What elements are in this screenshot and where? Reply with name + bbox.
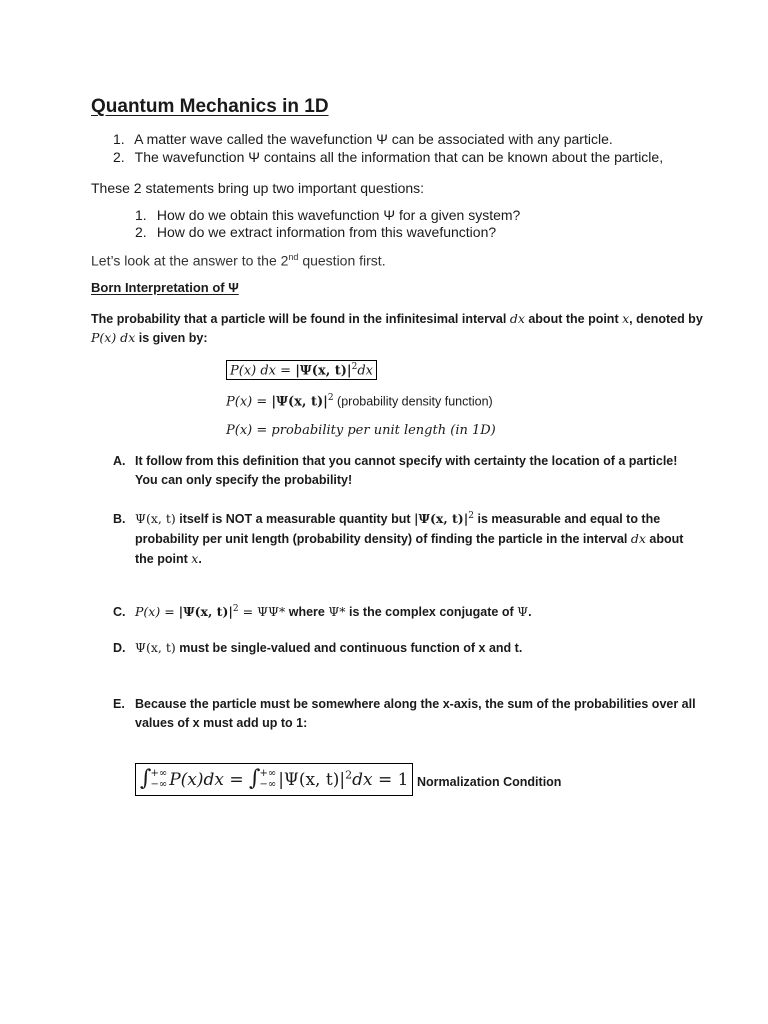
list-text: A matter wave called the wavefunction Ψ can be associated with any particle. xyxy=(134,131,613,147)
math: probability per unit length xyxy=(271,423,447,438)
math: 2 xyxy=(327,393,334,403)
math: = xyxy=(276,363,296,379)
text: Let’s look at the answer to the 2 xyxy=(91,252,289,269)
math: P(x) dx xyxy=(230,363,277,379)
text: , denoted by xyxy=(629,312,703,326)
item-letter: A. xyxy=(113,454,126,468)
text: must be single-valued and continuous function of x and t. xyxy=(175,641,523,655)
normalization-label: Normalization Condition xyxy=(417,775,562,789)
text: You can only specify the probability! xyxy=(135,473,353,487)
text: itself is NOT a measurable quantity but xyxy=(175,512,414,527)
math: = xyxy=(252,394,272,410)
lets-look-text xyxy=(91,252,386,269)
item-e xyxy=(113,695,696,733)
math: = ΨΨ* xyxy=(238,604,286,620)
math: = xyxy=(252,423,272,438)
math: |Ψ(x, t)| xyxy=(178,604,233,620)
list-number: 1. xyxy=(113,131,125,147)
prob-paragraph-line1 xyxy=(91,311,703,326)
lower-limit: −∞ xyxy=(150,778,168,790)
list-text: How do we extract information from this wavefunction? xyxy=(156,224,497,240)
text: is given by: xyxy=(135,331,208,345)
math: |Ψ(x, t)| xyxy=(414,511,469,527)
lower-limit: −∞ xyxy=(259,778,277,790)
text: . xyxy=(528,605,532,620)
text: It follow from this definition that you cannot specify with certainty the location of a particle! xyxy=(135,454,678,468)
text: is the complex conjugate of xyxy=(345,605,518,620)
list-number: 2. xyxy=(135,224,147,240)
math: 2 xyxy=(351,362,358,372)
item-letter: C. xyxy=(113,605,126,620)
math: P(x) xyxy=(135,604,161,620)
density-equation-box xyxy=(226,360,377,380)
math: = xyxy=(223,770,250,790)
item-d xyxy=(113,638,522,658)
intro-text: These 2 statements bring up two important questions: xyxy=(91,180,425,196)
item-a xyxy=(113,452,677,490)
page-title: Quantum Mechanics in 1D xyxy=(91,96,329,117)
born-heading: Born Interpretation of Ψ xyxy=(91,280,239,295)
text: question first. xyxy=(298,252,386,269)
text: about xyxy=(645,532,684,547)
list-item xyxy=(135,224,496,240)
integral xyxy=(140,766,169,791)
normalization-equation-box xyxy=(135,763,413,796)
integral-limits xyxy=(259,768,276,790)
math: dx xyxy=(352,770,373,790)
math: Ψ(x, t) xyxy=(135,511,176,527)
math: (in 1D) xyxy=(446,423,496,438)
upper-limit: +∞ xyxy=(150,767,168,779)
math: 2 xyxy=(232,604,239,614)
math: = 1 xyxy=(372,770,409,790)
text: about the point xyxy=(524,312,623,326)
text: The probability that a particle will be found in the infinitesimal interval xyxy=(91,312,510,326)
item-letter: B. xyxy=(113,512,126,527)
math: Ψ xyxy=(517,604,529,620)
math: P(x) dx xyxy=(91,330,136,345)
list-item xyxy=(113,149,663,165)
math: = xyxy=(160,604,179,620)
math: dx xyxy=(509,311,525,326)
text: where xyxy=(285,605,329,620)
math: dx xyxy=(357,363,374,379)
integral-sign: ∫ xyxy=(140,766,152,791)
integral xyxy=(249,766,278,791)
item-b xyxy=(113,507,683,569)
math: P(x) xyxy=(226,423,253,438)
density-function-line xyxy=(226,393,493,409)
item-c xyxy=(113,600,532,622)
math: 2 xyxy=(345,768,353,782)
math: Ψ(x, t) xyxy=(135,640,176,655)
text: probability per unit length (probability density) of finding the particle in the interval xyxy=(135,532,631,547)
upper-limit: +∞ xyxy=(259,767,277,779)
math: P(x) xyxy=(226,394,253,410)
text: (probability density function) xyxy=(333,394,493,409)
text: Because the particle must be somewhere along the x-axis, the sum of the probabilities over all xyxy=(135,697,696,711)
math: P(x)dx xyxy=(169,770,224,790)
math: |Ψ(x, t)| xyxy=(295,363,352,379)
integral-limits xyxy=(150,768,167,790)
item-letter: D. xyxy=(113,641,126,655)
list-text: The wavefunction Ψ contains all the information that can be known about the particle, xyxy=(134,149,664,165)
text: the point xyxy=(135,552,192,567)
unit-length-line xyxy=(226,422,496,438)
list-text: How do we obtain this wavefunction Ψ for a given system? xyxy=(156,207,521,223)
math: x xyxy=(622,311,630,326)
math: |Ψ(x, t)| xyxy=(278,770,346,790)
prob-paragraph-line2 xyxy=(91,330,208,345)
math: 2 xyxy=(468,511,475,521)
integral-sign: ∫ xyxy=(249,766,261,791)
list-item xyxy=(135,207,520,223)
text: values of x must add up to 1: xyxy=(135,716,308,730)
math: x xyxy=(191,551,199,567)
text: is measurable and equal to the xyxy=(474,512,661,527)
superscript: nd xyxy=(288,252,299,262)
text: . xyxy=(198,552,202,567)
list-item xyxy=(113,131,613,147)
math: |Ψ(x, t)| xyxy=(271,394,328,410)
list-number: 1. xyxy=(135,207,147,223)
math: dx xyxy=(630,531,646,547)
item-letter: E. xyxy=(113,697,125,711)
list-number: 2. xyxy=(113,149,125,165)
math: Ψ* xyxy=(328,604,346,620)
